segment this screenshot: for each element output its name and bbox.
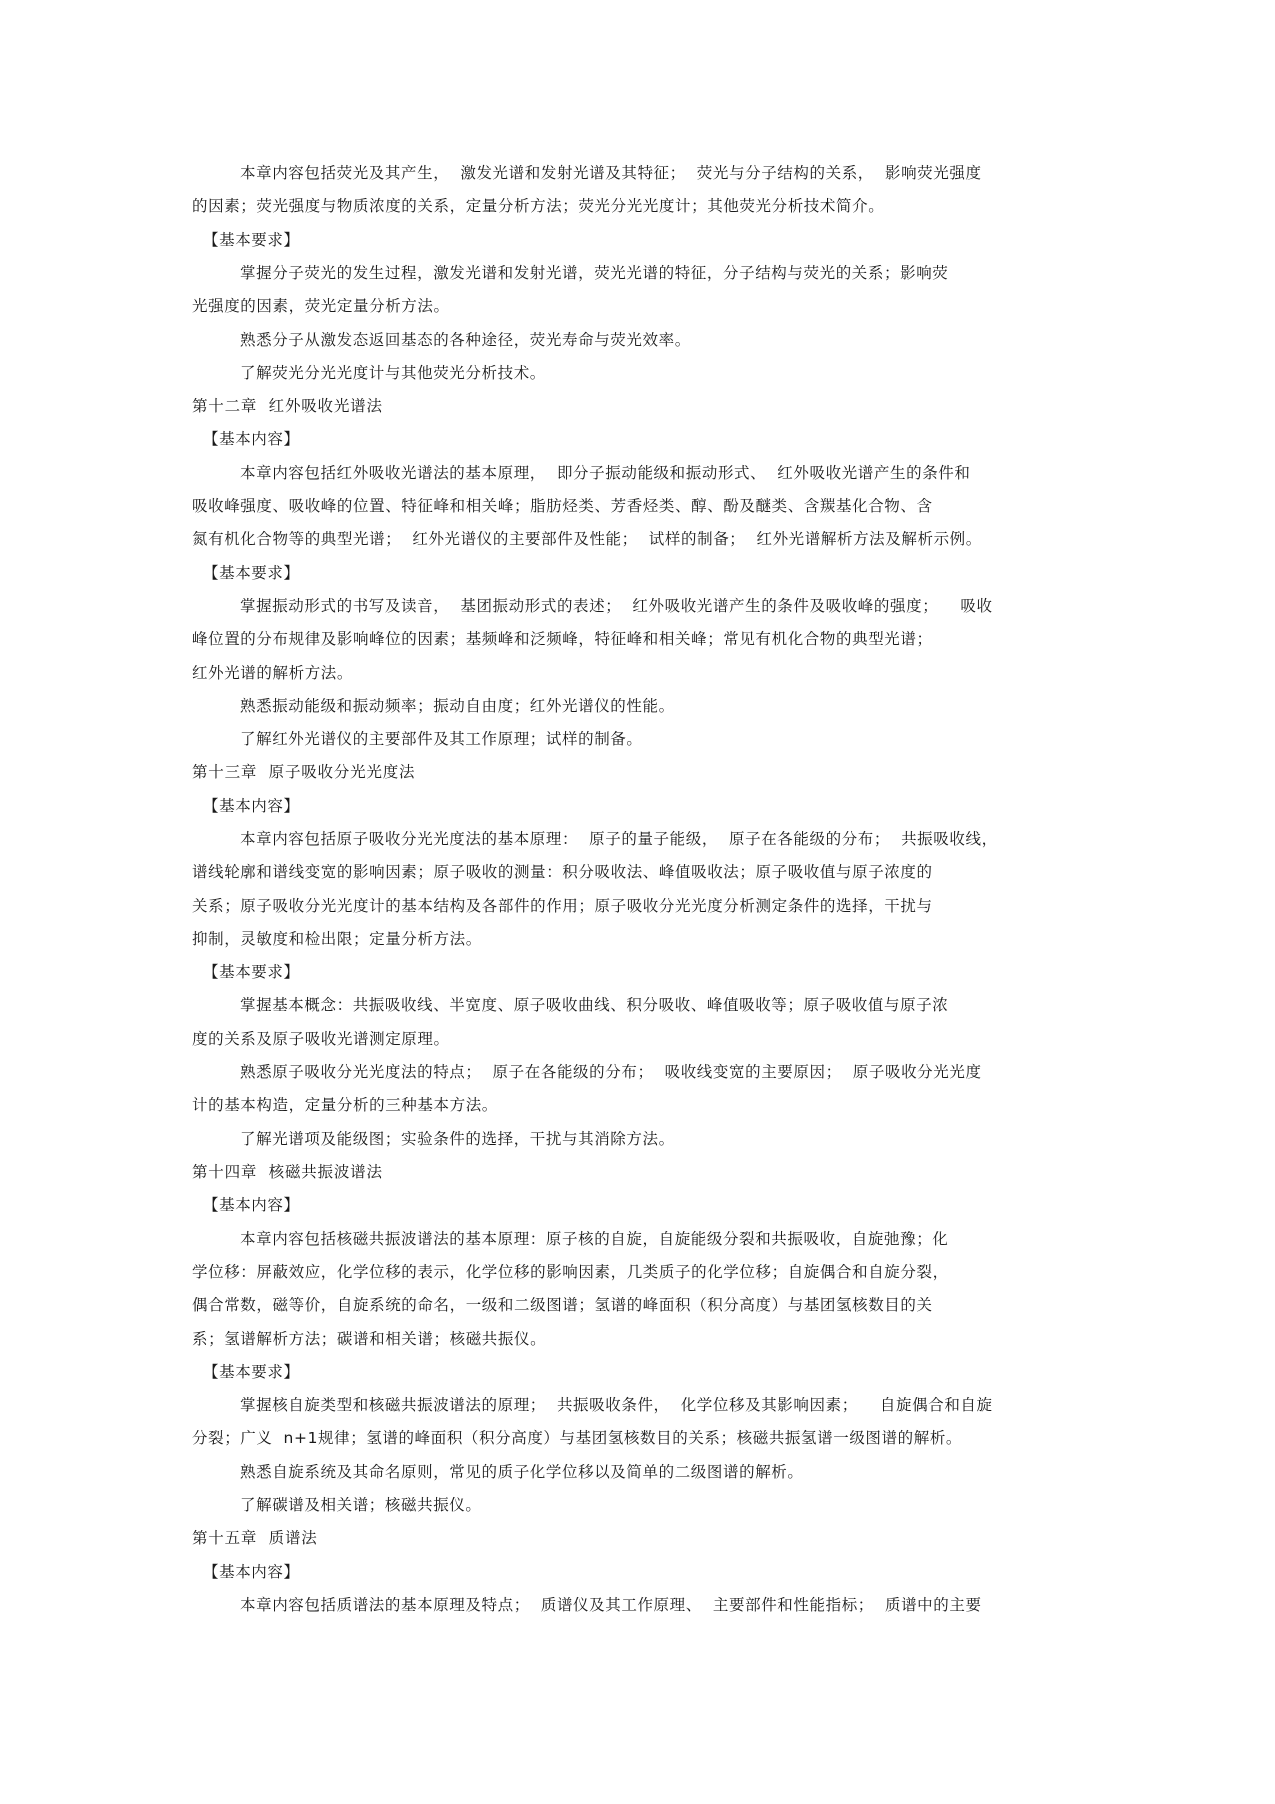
paragraph-continuation: 系；氢谱解析方法；碳谱和相关谱；核磁共振仪。 (192, 1330, 547, 1348)
paragraph-line: 熟悉分子从激发态返回基态的各种途径，荧光寿命与荧光效率。 (240, 331, 691, 349)
paragraph-continuation: 学位移：屏蔽效应，化学位移的表示，化学位移的影响因素，几类质子的化学位移；自旋偶合和自旋分裂， (192, 1263, 949, 1281)
paragraph-line: 掌握分子荧光的发生过程，激发光谱和发射光谱，荧光光谱的特征，分子结构与荧光的关系；影响荧 (240, 264, 949, 282)
paragraph-continuation: 峰位置的分布规律及影响峰位的因素；基频峰和泛频峰，特征峰和相关峰；常见有机化合物的典型光谱； (192, 630, 933, 648)
paragraph-line: 了解荧光分光光度计与其他荧光分析技术。 (240, 364, 546, 382)
paragraph-line: 本章内容包括荧光及其产生， 激发光谱和发射光谱及其特征； 荧光与分子结构的关系， 影响荧光强度 (240, 164, 982, 182)
paragraph-line: 了解碳谱及相关谱；核磁共振仪。 (240, 1496, 482, 1514)
paragraph-line: 本章内容包括红外吸收光谱法的基本原理， 即分子振动能级和振动形式、 红外吸收光谱产生的条件和 (240, 464, 971, 482)
paragraph-continuation: 氮有机化合物等的典型光谱； 红外光谱仪的主要部件及性能； 试样的制备； 红外光谱解析方法及解析示例。 (192, 530, 982, 548)
paragraph-continuation: 光强度的因素，荧光定量分析方法。 (192, 297, 450, 315)
paragraph-continuation: 红外光谱的解析方法。 (192, 664, 354, 682)
paragraph-line: 熟悉原子吸收分光光度法的特点； 原子在各能级的分布； 吸收线变宽的主要原因； 原子吸收分光光度 (240, 1063, 982, 1081)
section-heading: 【基本内容】 (203, 1196, 300, 1214)
paragraph-continuation: 分裂；广义 n+1规律；氢谱的峰面积（积分高度）与基团氢核数目的关系；核磁共振氢谱一级图谱的解析。 (192, 1429, 963, 1447)
paragraph-continuation: 度的关系及原子吸收光谱测定原理。 (192, 1030, 450, 1048)
section-heading: 【基本要求】 (203, 564, 300, 582)
paragraph-line: 了解红外光谱仪的主要部件及其工作原理；试样的制备。 (240, 730, 643, 748)
section-heading: 【基本内容】 (203, 797, 300, 815)
paragraph-line: 掌握核自旋类型和核磁共振波谱法的原理； 共振吸收条件， 化学位移及其影响因素； 自旋偶合和自旋 (240, 1396, 993, 1414)
section-heading: 【基本内容】 (203, 430, 300, 448)
chapter-title: 第十四章 核磁共振波谱法 (192, 1163, 383, 1181)
paragraph-line: 了解光谱项及能级图；实验条件的选择，干扰与其消除方法。 (240, 1130, 675, 1148)
paragraph-continuation: 关系；原子吸收分光光度计的基本结构及各部件的作用；原子吸收分光光度分析测定条件的选择，干扰与 (192, 897, 933, 915)
section-heading: 【基本要求】 (203, 1363, 300, 1381)
paragraph-continuation: 抑制，灵敏度和检出限；定量分析方法。 (192, 930, 482, 948)
paragraph-continuation: 吸收峰强度、吸收峰的位置、特征峰和相关峰；脂肪烃类、芳香烃类、醇、酚及醚类、含羰基化合物、含 (192, 497, 933, 515)
paragraph-line: 本章内容包括质谱法的基本原理及特点； 质谱仪及其工作原理、 主要部件和性能指标； 质谱中的主要 (240, 1596, 982, 1614)
chapter-title: 第十五章 质谱法 (192, 1529, 318, 1547)
paragraph-continuation: 谱线轮廓和谱线变宽的影响因素；原子吸收的测量：积分吸收法、峰值吸收法；原子吸收值与原子浓度的 (192, 863, 933, 881)
paragraph-continuation: 的因素；荧光强度与物质浓度的关系，定量分析方法；荧光分光光度计；其他荧光分析技术简介。 (192, 197, 885, 215)
chapter-title: 第十二章 红外吸收光谱法 (192, 397, 383, 415)
paragraph-line: 熟悉振动能级和振动频率；振动自由度；红外光谱仪的性能。 (240, 697, 675, 715)
paragraph-line: 掌握振动形式的书写及读音， 基团振动形式的表述； 红外吸收光谱产生的条件及吸收峰的强度； 吸收 (240, 597, 993, 615)
paragraph-line: 本章内容包括原子吸收分光光度法的基本原理： 原子的量子能级， 原子在各能级的分布； 共振吸收线， (240, 830, 998, 848)
section-heading: 【基本要求】 (203, 963, 300, 981)
paragraph-line: 熟悉自旋系统及其命名原则，常见的质子化学位移以及简单的二级图谱的解析。 (240, 1463, 804, 1481)
section-heading: 【基本要求】 (203, 231, 300, 249)
chapter-title: 第十三章 原子吸收分光光度法 (192, 763, 416, 781)
paragraph-line: 本章内容包括核磁共振波谱法的基本原理：原子核的自旋，自旋能级分裂和共振吸收，自旋弛豫；化 (240, 1230, 949, 1248)
paragraph-continuation: 偶合常数，磁等价，自旋系统的命名，一级和二级图谱；氢谱的峰面积（积分高度）与基团氢核数目的关 (192, 1296, 933, 1314)
paragraph-line: 掌握基本概念：共振吸收线、半宽度、原子吸收曲线、积分吸收、峰值吸收等；原子吸收值与原子浓 (240, 996, 949, 1014)
section-heading: 【基本内容】 (203, 1563, 300, 1581)
paragraph-continuation: 计的基本构造，定量分析的三种基本方法。 (192, 1096, 498, 1114)
